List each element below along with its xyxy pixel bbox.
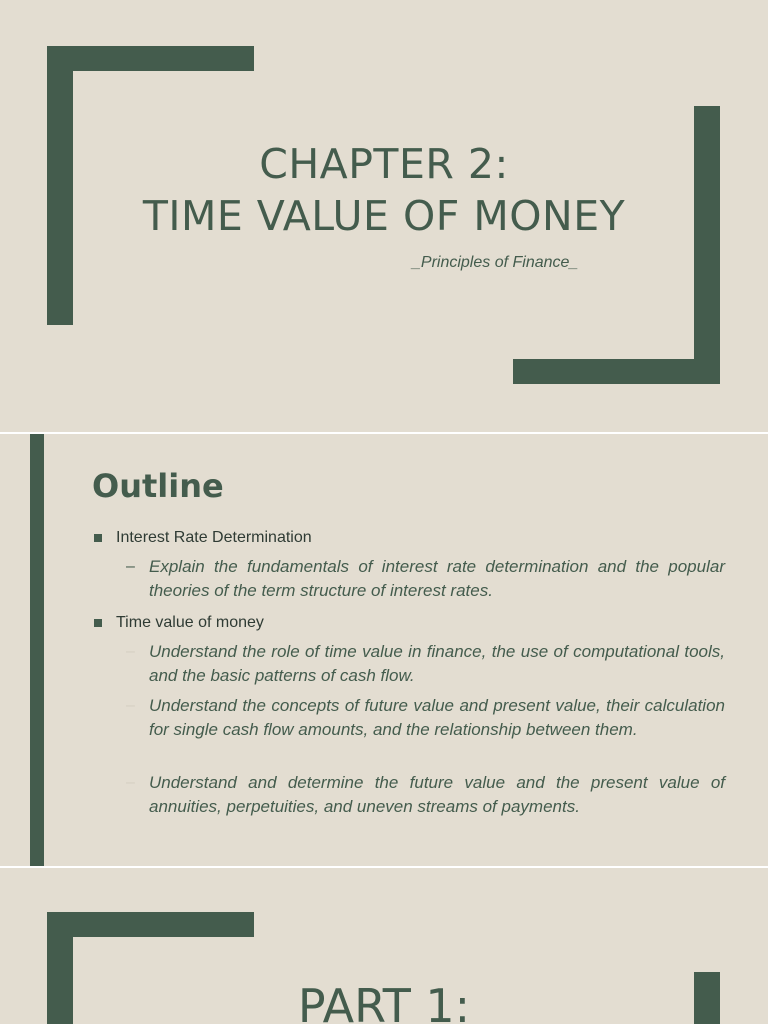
outline-heading: Outline bbox=[92, 467, 224, 505]
chapter-title-line1: CHAPTER 2: bbox=[259, 140, 509, 188]
title-slide bbox=[0, 0, 768, 432]
point-future-present-value: Understand the concepts of future value and present value, their calculation for single cash flow amounts, and the relationship between them. bbox=[149, 696, 725, 739]
dash-marker: – bbox=[126, 643, 135, 660]
dash-marker: – bbox=[126, 697, 135, 714]
topic-time-value-of-money: Time value of money bbox=[116, 614, 264, 631]
point-role-of-time-value: Understand the role of time value in finance, the use of computational tools, and the basic patterns of cash flow. bbox=[149, 642, 725, 685]
chapter-title-line2: TIME VALUE OF MONEY bbox=[142, 192, 626, 240]
square-bullet-icon bbox=[94, 534, 102, 542]
point-interest-rate-fundamentals: Explain the fundamentals of interest rate determination and the popular theories of the term structure of interest rates. bbox=[149, 557, 725, 600]
dash-marker: – bbox=[126, 558, 135, 575]
outline-left-accent-bar bbox=[30, 434, 44, 866]
frame-top-left-horizontal bbox=[47, 912, 254, 937]
topic-interest-rate-determination: Interest Rate Determination bbox=[116, 529, 312, 546]
part-title: PART 1: bbox=[297, 979, 471, 1033]
square-bullet-icon bbox=[94, 619, 102, 627]
course-subtitle: _Principles of Finance_ bbox=[412, 254, 579, 271]
point-annuities-perpetuities: Understand and determine the future value and the present value of annuities, perpetuities, and uneven streams of payments. bbox=[149, 773, 725, 816]
frame-bottom-right-horizontal bbox=[513, 359, 720, 384]
dash-marker: – bbox=[126, 774, 135, 791]
frame-top-left-horizontal bbox=[47, 46, 254, 71]
